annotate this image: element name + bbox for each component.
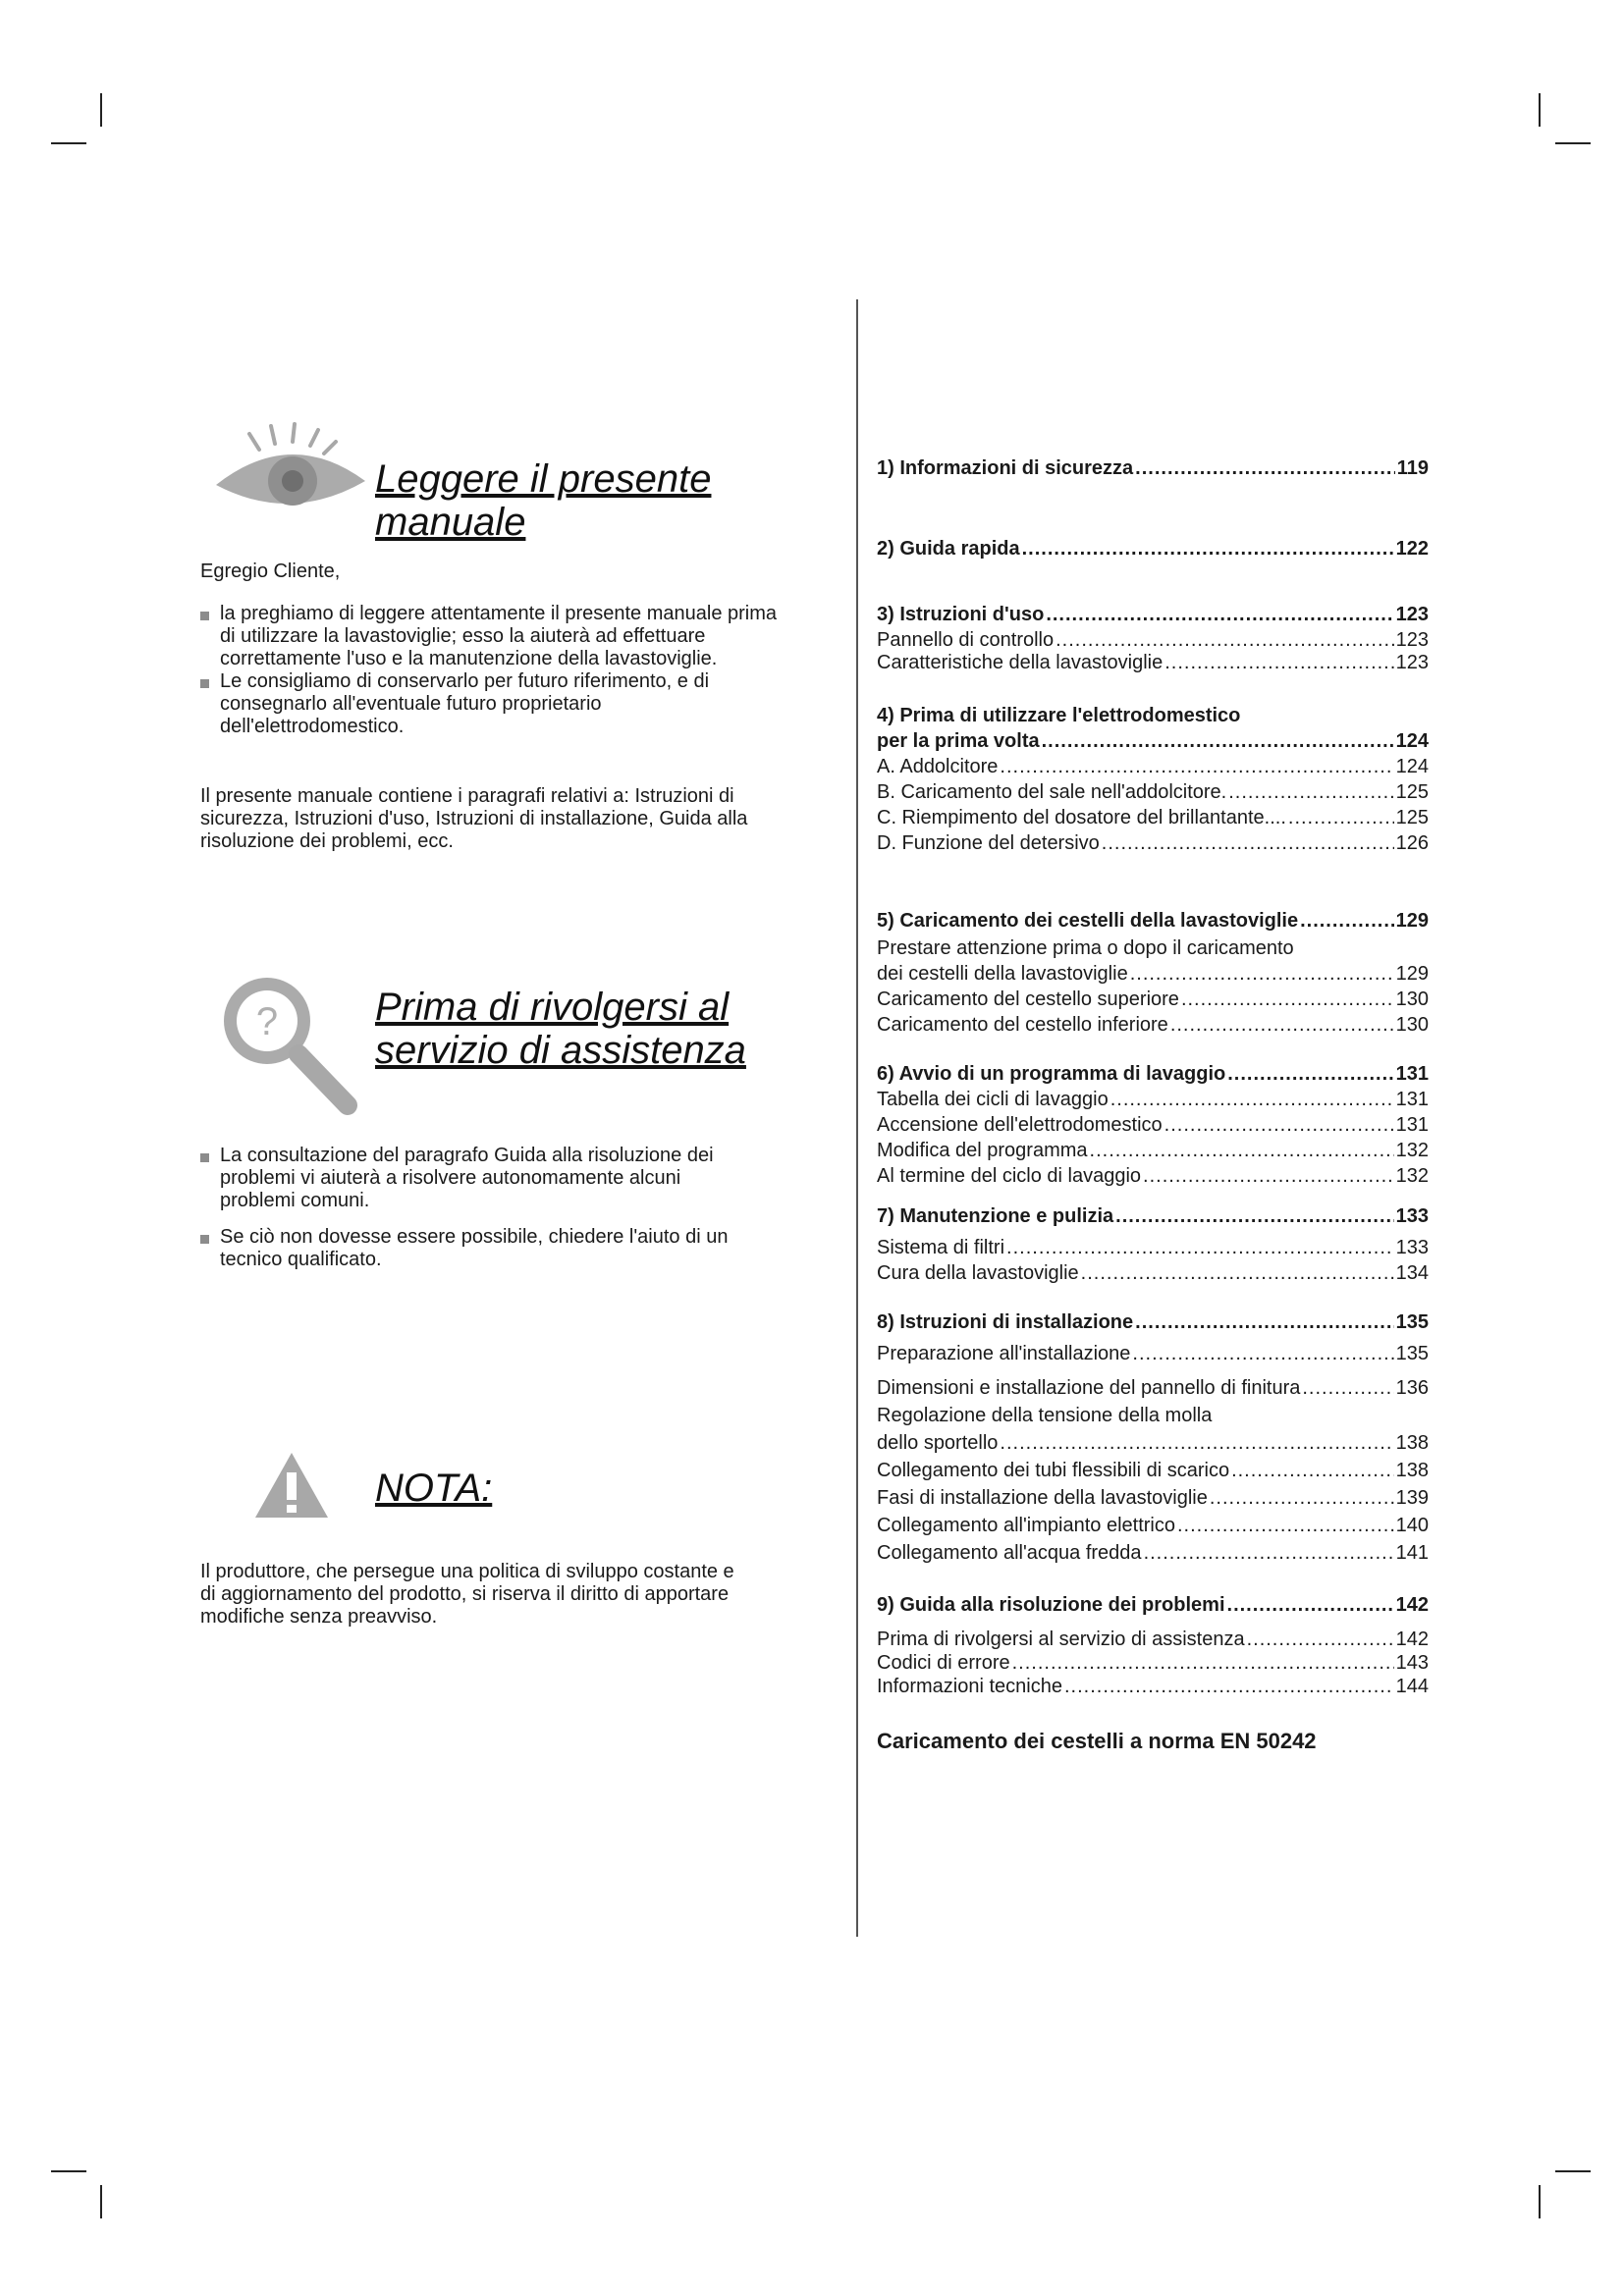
section-title-read: Leggere il presente manuale <box>375 457 712 544</box>
toc-entry[interactable]: Caratteristiche della lavastoviglie ..... 123 <box>877 652 1429 674</box>
toc-entry[interactable]: B. Caricamento del sale nell'addolcitore. ..... 125 <box>877 779 1429 805</box>
section-title-nota: NOTA: <box>375 1467 493 1510</box>
toc-entry[interactable]: 2) Guida rapida ..... 122 <box>877 536 1429 561</box>
toc-entry[interactable]: Modifica del programma ..... 132 <box>877 1138 1429 1163</box>
toc-entry[interactable]: C. Riempimento del dosatore del brillantante.... ..... 125 <box>877 805 1429 830</box>
toc-entry[interactable]: Caricamento del cestello inferiore ..... 130 <box>877 1012 1429 1038</box>
toc-entry[interactable]: dello sportello ..... 138 <box>877 1429 1429 1457</box>
toc-entry[interactable]: Tabella dei cicli di lavaggio ..... 131 <box>877 1087 1429 1112</box>
toc-entry[interactable]: per la prima volta ..... 124 <box>877 728 1429 754</box>
en-standard-note: Caricamento dei cestelli a norma EN 50242 <box>877 1729 1317 1753</box>
toc-section-8 <box>877 1309 1429 1567</box>
toc-entry[interactable]: D. Funzione del detersivo ..... 126 <box>877 830 1429 856</box>
crop-mark <box>51 2170 86 2172</box>
toc-heading: 4) Prima di utilizzare l'elettrodomestico <box>877 705 1241 726</box>
toc-entry[interactable]: 3) Istruzioni d'uso ..... 123 <box>877 602 1429 627</box>
toc-entry[interactable]: Fasi di installazione della lavastoviglie ..... 139 <box>877 1484 1429 1512</box>
toc-entry[interactable]: Caricamento del cestello superiore ..... 130 <box>877 987 1429 1012</box>
toc-section-5 <box>877 908 1429 1038</box>
toc-section-9 <box>877 1592 1429 1698</box>
toc-section-3 <box>877 602 1429 674</box>
crop-mark <box>1539 93 1541 127</box>
toc-entry[interactable]: Collegamento all'impianto elettrico ..... 140 <box>877 1512 1429 1539</box>
crop-mark <box>100 2185 102 2218</box>
eye-icon <box>212 422 369 520</box>
magnifier-question-icon <box>216 972 363 1119</box>
greeting: Egregio Cliente, <box>200 561 341 582</box>
toc-entry[interactable]: Al termine del ciclo di lavaggio ..... 132 <box>877 1163 1429 1189</box>
toc-entry[interactable]: 7) Manutenzione e pulizia ..... 133 <box>877 1203 1429 1229</box>
crop-mark <box>1555 142 1591 144</box>
list-item: Le consigliamo di conservarlo per futuro riferimento, e di consegnarlo all'eventuale futuro proprietario dell'elettrodomestico. <box>200 670 789 738</box>
toc-text: Regolazione della tensione della molla <box>877 1405 1213 1426</box>
toc-entry[interactable]: A. Addolcitore ..... 124 <box>877 754 1429 779</box>
assist-bullets <box>200 1145 750 1271</box>
toc-entry[interactable]: 8) Istruzioni di installazione ..... 135 <box>877 1309 1429 1335</box>
toc-entry[interactable]: 6) Avvio di un programma di lavaggio ..... 131 <box>877 1061 1429 1087</box>
toc-entry[interactable]: Pannello di controllo ..... 123 <box>877 629 1429 652</box>
list-item: Se ciò non dovesse essere possibile, chiedere l'aiuto di un tecnico qualificato. <box>200 1226 750 1271</box>
toc-entry[interactable]: Codici di errore ..... 143 <box>877 1651 1429 1675</box>
manual-contents-paragraph: Il presente manuale contiene i paragrafi relativi a: Istruzioni di sicurezza, Istruzioni d'uso, Istruzioni di installazione, Guida alla risoluzione dei problemi, ecc. <box>200 785 748 852</box>
column-divider <box>856 299 858 1937</box>
toc-entry[interactable]: dei cestelli della lavastoviglie ..... 129 <box>877 961 1429 987</box>
toc-entry[interactable]: Preparazione all'installazione ..... 135 <box>877 1341 1429 1366</box>
list-item: la preghiamo di leggere attentamente il presente manuale prima di utilizzare la lavastoviglie; esso la aiuterà ad effettuare correttamente l'uso e la manutenzione della lavastoviglie. <box>200 603 789 670</box>
toc-section-4 <box>877 703 1429 856</box>
nota-paragraph: Il produttore, che persegue una politica di sviluppo costante e di aggiornamento del prodotto, si riserva il diritto di apportare modifiche senza preavviso. <box>200 1561 734 1628</box>
toc-entry[interactable]: Collegamento all'acqua fredda ..... 141 <box>877 1539 1429 1567</box>
crop-mark <box>100 93 102 127</box>
list-item: La consultazione del paragrafo Guida alla risoluzione dei problemi vi aiuterà a risolvere autonomamente alcuni problemi comuni. <box>200 1145 750 1212</box>
toc-section-2 <box>877 536 1429 561</box>
read-bullets <box>200 603 789 738</box>
toc-section-7 <box>877 1203 1429 1286</box>
toc-entry[interactable]: Dimensioni e installazione del pannello di finitura ..... 136 <box>877 1374 1429 1402</box>
section-title-assist: Prima di rivolgersi al servizio di assistenza <box>375 986 746 1072</box>
toc-section-1 <box>877 455 1429 481</box>
toc-entry[interactable]: 1) Informazioni di sicurezza ..... 119 <box>877 455 1429 481</box>
crop-mark <box>1539 2185 1541 2218</box>
toc-entry[interactable]: 5) Caricamento dei cestelli della lavastoviglie ..... 129 <box>877 908 1429 934</box>
toc-entry[interactable]: Accensione dell'elettrodomestico ..... 131 <box>877 1112 1429 1138</box>
toc-section-6 <box>877 1061 1429 1189</box>
toc-entry[interactable]: Sistema di filtri ..... 133 <box>877 1235 1429 1260</box>
warning-icon <box>253 1451 330 1520</box>
toc-entry[interactable]: Cura della lavastoviglie ..... 134 <box>877 1260 1429 1286</box>
toc-entry[interactable]: Collegamento dei tubi flessibili di scarico ..... 138 <box>877 1457 1429 1484</box>
crop-mark <box>51 142 86 144</box>
toc-entry[interactable]: Informazioni tecniche ..... 144 <box>877 1675 1429 1698</box>
crop-mark <box>1555 2170 1591 2172</box>
toc-entry[interactable]: Prima di rivolgersi al servizio di assistenza ..... 142 <box>877 1628 1429 1651</box>
toc-text: Prestare attenzione prima o dopo il caricamento <box>877 937 1294 959</box>
toc-entry[interactable]: 9) Guida alla risoluzione dei problemi ..... 142 <box>877 1592 1429 1618</box>
svg-text:?: ? <box>255 1000 279 1043</box>
